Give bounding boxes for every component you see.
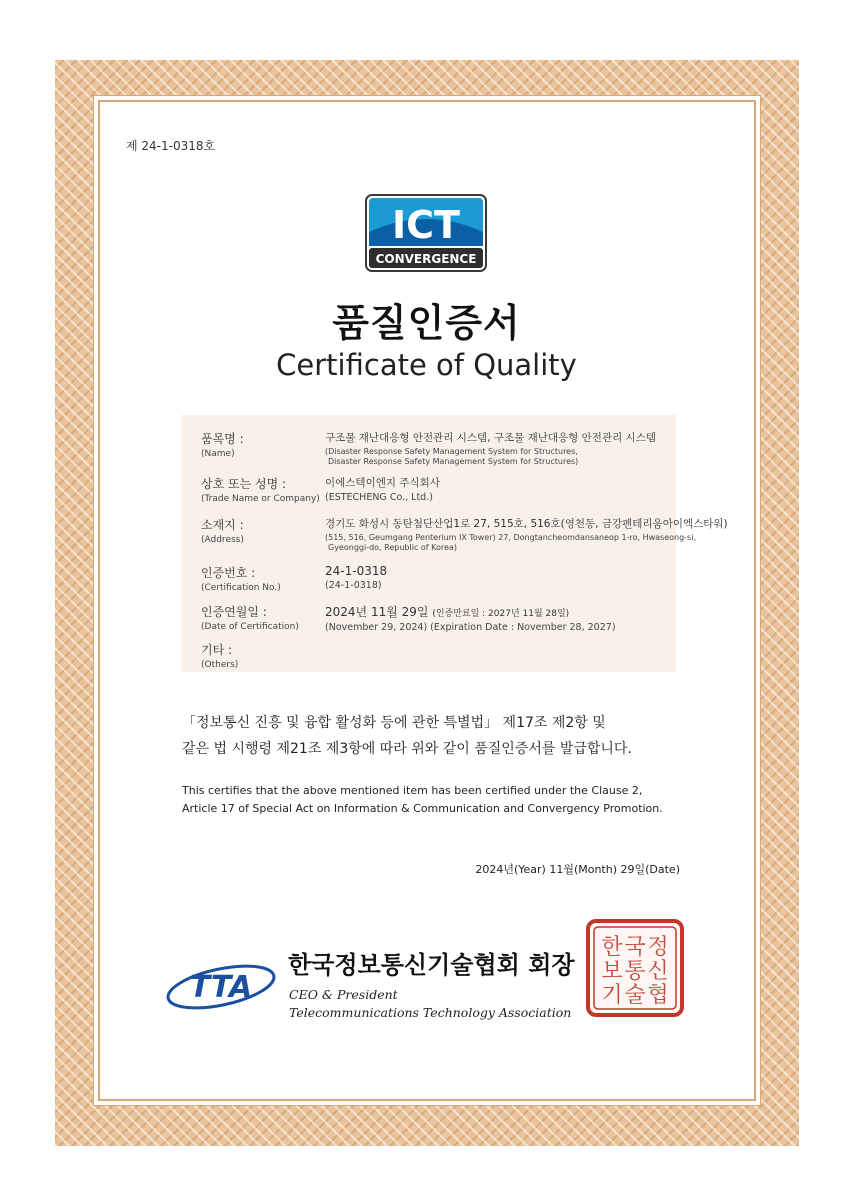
field-date-label: 인증연월일 : (Date of Certification) — [201, 605, 299, 632]
statement-english: This certifies that the above mentioned item has been certified under the Clause 2, Article 17 of Special Act on Information & Communication and Convergency Promotion. — [182, 784, 663, 815]
svg-text:한: 한 — [601, 935, 623, 960]
title-korean: 품질인증서 — [332, 301, 521, 345]
field-certno-value: 24-1-0318 (24-1-0318) — [325, 564, 388, 591]
field-name-value: 구조물 재난대응형 안전관리 시스템, 구조물 재난대응형 안전관리 시스템 (Disaster Response Safety Management System for Structures, Disaster Response Safety Management System for Structures) — [325, 432, 656, 466]
field-name-label: 품목명 : (Name) — [201, 432, 244, 459]
svg-text:술: 술 — [624, 983, 646, 1008]
svg-text:보: 보 — [601, 959, 623, 984]
logo-main-text: ICT — [392, 203, 460, 247]
logo-sub-text: CONVERGENCE — [375, 252, 477, 266]
field-address-label: 소재지 : (Address) — [201, 518, 244, 545]
field-others-label: 기타 : (Others) — [201, 643, 239, 670]
field-date-value: 2024년 11월 29일 (인증만료일 : 2027년 11월 28일) (November 29, 2024) (Expiration Date : November 28, 2027) — [325, 605, 616, 633]
official-seal-stamp — [585, 918, 685, 1018]
title-english: Certificate of Quality — [276, 348, 577, 382]
field-company-label: 상호 또는 성명 : (Trade Name or Company) — [201, 477, 320, 504]
svg-text:기: 기 — [601, 983, 623, 1008]
issue-date: 2024년(Year) 11월(Month) 29일(Date) — [475, 863, 680, 876]
field-address-value: 경기도 화성시 동탄첨단산업1로 27, 515호, 516호(영천동, 금강펜테리움아이엑스타워) (515, 516, Geumgang Penterium IX Tower) 27, Dongtancheomdansaneop 1-ro, Hwaseong-si, Gyeonggi-do, Republic of Korea) — [325, 518, 728, 552]
tta-logo — [165, 957, 277, 1015]
svg-text:신: 신 — [647, 959, 669, 984]
certificate-number: 제 24-1-0318호 — [126, 139, 216, 153]
svg-text:국: 국 — [624, 935, 646, 960]
issuer-name-korean: 한국정보통신기술협회 회장 — [288, 951, 575, 979]
ict-convergence-logo — [365, 194, 487, 272]
field-certno-label: 인증번호 : (Certification No.) — [201, 566, 281, 593]
tta-logo-text: TTA — [189, 970, 253, 1005]
svg-text:통: 통 — [624, 959, 646, 984]
svg-text:정: 정 — [647, 935, 669, 960]
svg-text:협: 협 — [647, 983, 669, 1008]
statement-korean: 「정보통신 진흥 및 융합 활성화 등에 관한 특별법」 제17조 제2항 및 같은 법 시행령 제21조 제3항에 따라 위와 같이 품질인증서를 발급합니다. — [182, 715, 632, 757]
issuer-name-english: CEO & President Telecommunications Technology Association — [289, 987, 572, 1020]
field-company-value: 이에스텍이엔지 주식회사 (ESTECHENG Co., Ltd.) — [325, 477, 440, 503]
